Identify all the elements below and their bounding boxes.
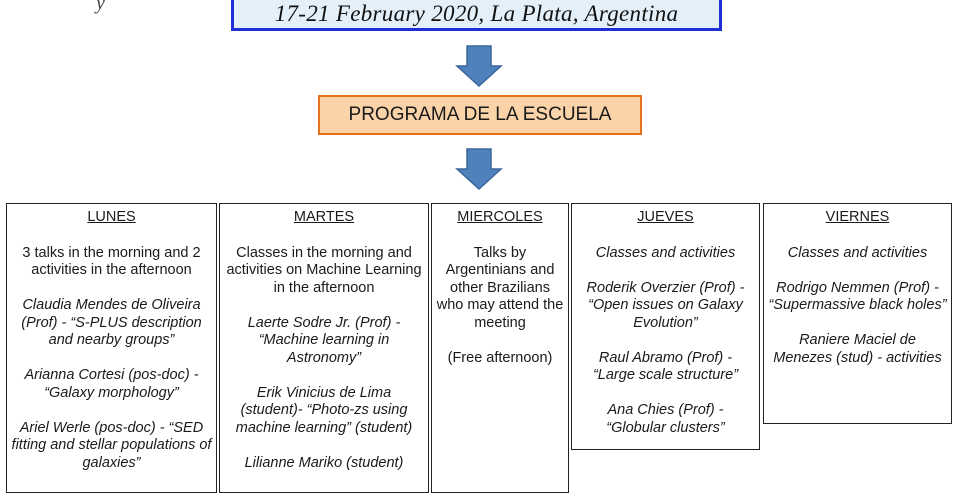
day-header: MARTES — [293, 209, 355, 225]
day-header: LUNES — [87, 209, 136, 225]
down-arrow-icon — [455, 45, 503, 87]
day-header: VIERNES — [825, 209, 890, 225]
day-intro: Classes and activities — [787, 244, 928, 261]
day-column-lunes — [6, 203, 217, 493]
program-title-box — [318, 95, 642, 135]
talk-item: Lilianne Mariko (student) — [244, 454, 404, 471]
talk-item: Claudia Mendes de Oliveira (Prof) - “S-PLUS description and nearby groups” — [21, 297, 202, 348]
talk-item: Ana Chies (Prof) - “Globular clusters” — [606, 402, 725, 436]
partial-title-fragment: y — [96, 0, 105, 14]
day-column-viernes — [763, 203, 952, 424]
talk-item: Raniere Maciel de Menezes (stud) - activities — [773, 332, 942, 366]
day-column-jueves — [571, 203, 760, 450]
day-column-miercoles — [431, 203, 569, 493]
day-intro: Classes and activities — [595, 244, 736, 261]
down-arrow-icon — [455, 148, 503, 190]
date-location-box — [231, 0, 722, 31]
day-column-martes — [219, 203, 429, 493]
talk-item: Ariel Werle (pos-doc) - “SED fitting and stellar populations of galaxies” — [11, 419, 212, 471]
talk-item: Erik Vinicius de Lima (student)- “Photo-zs using machine learning” (student) — [235, 384, 413, 436]
date-location-text: 17-21 February 2020, La Plata, Argentina — [274, 0, 679, 26]
day-intro: Talks by Argentinians and other Brazilians who may attend the meeting — [436, 244, 564, 331]
day-header: JUEVES — [637, 209, 694, 225]
talk-item: Raul Abramo (Prof) - “Large scale structure” — [592, 349, 739, 383]
talk-item: Rodrigo Nemmen (Prof) - “Supermassive black holes” — [768, 279, 947, 313]
talk-item: Arianna Cortesi (pos-doc) - “Galaxy morphology” — [24, 367, 199, 401]
day-note: (Free afternoon) — [447, 349, 553, 366]
day-intro: 3 talks in the morning and 2 activities in the afternoon — [22, 244, 201, 278]
day-intro: Classes in the morning and activities on Machine Learning in the afternoon — [226, 244, 422, 296]
talk-item: Laerte Sodre Jr. (Prof) - “Machine learning in Astronomy” — [247, 314, 401, 366]
program-title: PROGRAMA DE LA ESCUELA — [348, 104, 612, 125]
talk-item: Roderik Overzier (Prof) - “Open issues on Galaxy Evolution” — [586, 279, 745, 331]
day-header: MIERCOLES — [457, 209, 543, 225]
